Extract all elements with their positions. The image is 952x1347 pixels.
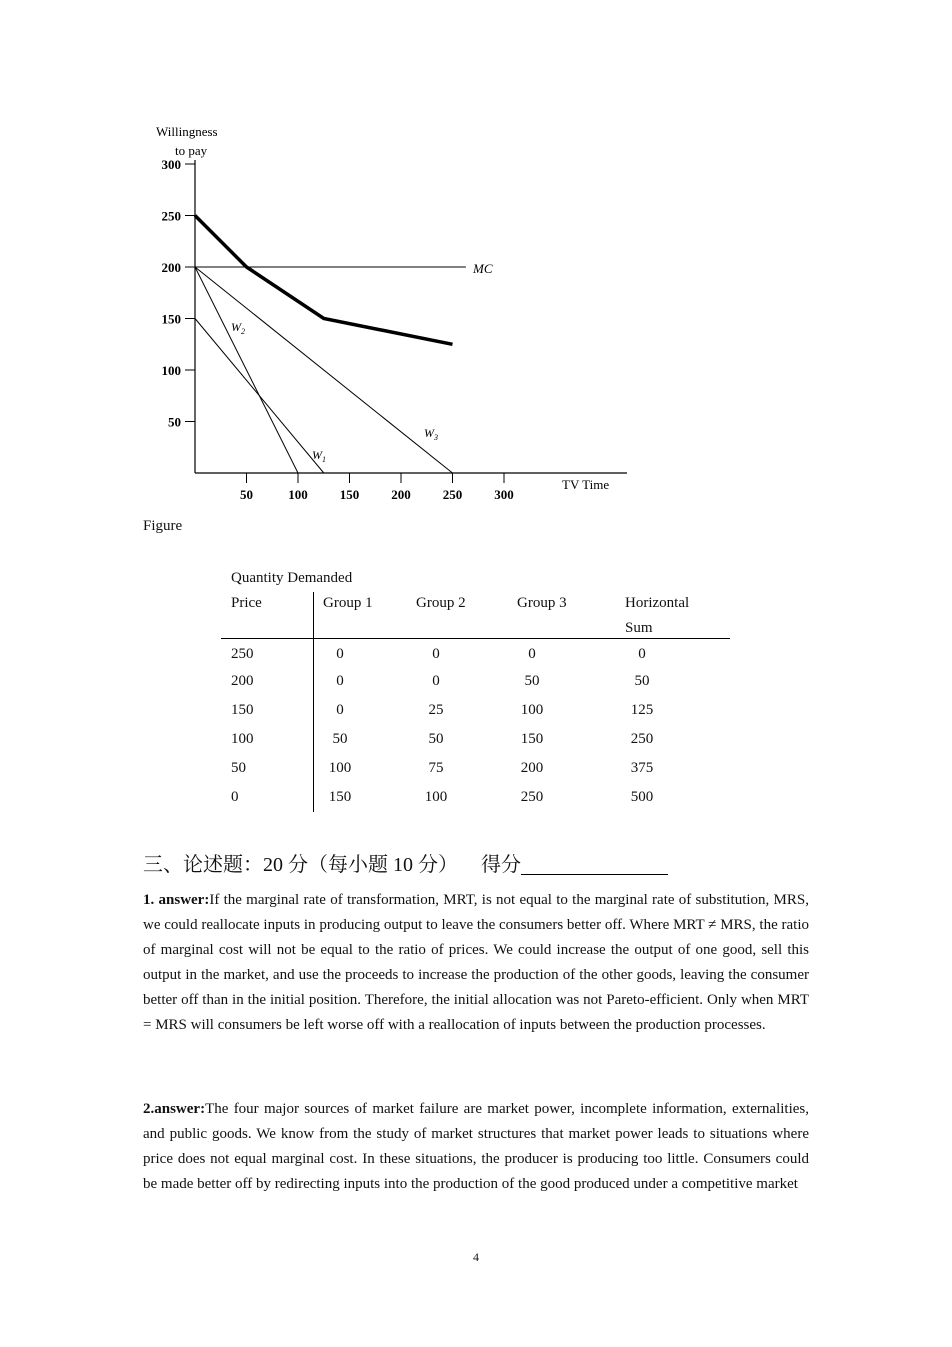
y-tick-label: 250 (161, 208, 181, 224)
table-cell: 50 (428, 731, 444, 747)
table-cell: 0 (231, 789, 239, 805)
x-tick-label: 200 (391, 487, 411, 502)
table-cell: 100 (231, 731, 254, 747)
table-vertical-rule (313, 592, 314, 812)
demand-chart (0, 0, 952, 520)
x-tick-label: 100 (288, 487, 308, 502)
w2-line (195, 267, 298, 473)
table-cell: 0 (638, 646, 646, 662)
y-ticks (162, 157, 196, 430)
y-tick-label: 50 (168, 414, 181, 430)
table-header-sum: Sum (625, 620, 653, 636)
y-tick-label: 200 (161, 260, 181, 275)
table-cell: 250 (630, 731, 654, 747)
w3-label: $W_3$ (424, 426, 438, 442)
table-cell: 0 (432, 673, 440, 689)
score-label: 得分 (481, 854, 521, 876)
answer-2-text: The four major sources of market failure are market power, incomplete information, externalities, and public goods. We know from the study of market structures that market power leads to situations where price does not equal marginal cost. In these situations, the producer is producing too little. Consumers could be made better off by redirecting inputs into the production of the good produced under a competitive market (143, 1101, 809, 1192)
x-tick-label: 150 (339, 487, 360, 502)
table-header-group2: Group 2 (416, 595, 466, 611)
y-axis-label-line2: to pay (175, 143, 208, 158)
figure-caption: Figure (143, 518, 183, 534)
table-cell: 50 (634, 673, 650, 689)
w2-label: $W_2$ (231, 320, 245, 336)
table-cell: 0 (336, 702, 344, 718)
mc-label: MC (473, 261, 493, 276)
table-cell: 500 (630, 789, 654, 805)
table-cell: 50 (332, 731, 348, 747)
table-cell: 100 (424, 789, 448, 805)
table-cell: 75 (428, 760, 444, 776)
w1-label: $W_1$ (312, 448, 326, 464)
w3-line (195, 267, 453, 473)
table-cell: 0 (336, 646, 344, 662)
answer-1-lead: 1. answer: (143, 892, 210, 908)
table-header-horizontal: Horizontal (625, 595, 690, 611)
table-cell: 0 (528, 646, 536, 662)
answer-1 (143, 888, 809, 1038)
table-title: Quantity Demanded (231, 570, 353, 586)
table-cell: 150 (328, 789, 352, 805)
table-cell: 100 (520, 702, 544, 718)
answer-2 (143, 1097, 809, 1197)
y-tick-label: 300 (161, 157, 181, 172)
table-header-group3: Group 3 (517, 595, 567, 611)
table-cell: 50 (524, 673, 540, 689)
table-cell: 375 (630, 760, 654, 776)
table-cell: 25 (428, 702, 444, 718)
y-axis-label-line1: Willingness (156, 124, 218, 139)
table-cell: 0 (336, 673, 344, 689)
x-ticks (240, 473, 514, 502)
answer-1-text: If the marginal rate of transformation, MRT, is not equal to the marginal rate of substitution, MRS, we could reallocate inputs in producing output to leave the consumers better off. Where MRT ≠ MRS, the ratio of marginal cost will not be equal to the ratio of prices. We could increase the output of one good, sell this output in the market, and use the proceeds to increase the production of the other goods, leaving the consumer better off than in the initial position. Therefore, the initial allocation was not Pareto-efficient. Only when MRT = MRS will consumers be left worse off with a reallocation of inputs between the production processes. (143, 892, 809, 1033)
x-tick-label: 50 (240, 487, 253, 502)
table-header-group1: Group 1 (323, 595, 373, 611)
table-cell: 200 (520, 760, 544, 776)
table-cell: 100 (328, 760, 352, 776)
table-cell: 250 (520, 789, 544, 805)
table-header-price: Price (231, 595, 262, 611)
table-cell: 50 (231, 760, 246, 776)
score-blank-line (521, 854, 668, 875)
table-header-rule (221, 638, 730, 639)
table-cell: 150 (520, 731, 544, 747)
y-tick-label: 150 (161, 311, 181, 327)
section-title: 三、论述题：20 分（每小题 10 分） (143, 854, 458, 876)
table-cell: 125 (630, 702, 654, 718)
x-tick-label: 300 (494, 487, 514, 502)
x-tick-label: 250 (442, 487, 463, 502)
x-axis-label: TV Time (562, 477, 610, 492)
page-number: 4 (473, 1250, 479, 1264)
table-cell: 200 (231, 673, 254, 689)
table-cell: 0 (432, 646, 440, 662)
answer-2-lead: 2.answer: (143, 1101, 206, 1117)
table-cell: 150 (231, 702, 254, 718)
table-cell: 250 (231, 646, 254, 662)
section-heading (143, 848, 668, 877)
y-tick-label: 100 (161, 363, 181, 378)
